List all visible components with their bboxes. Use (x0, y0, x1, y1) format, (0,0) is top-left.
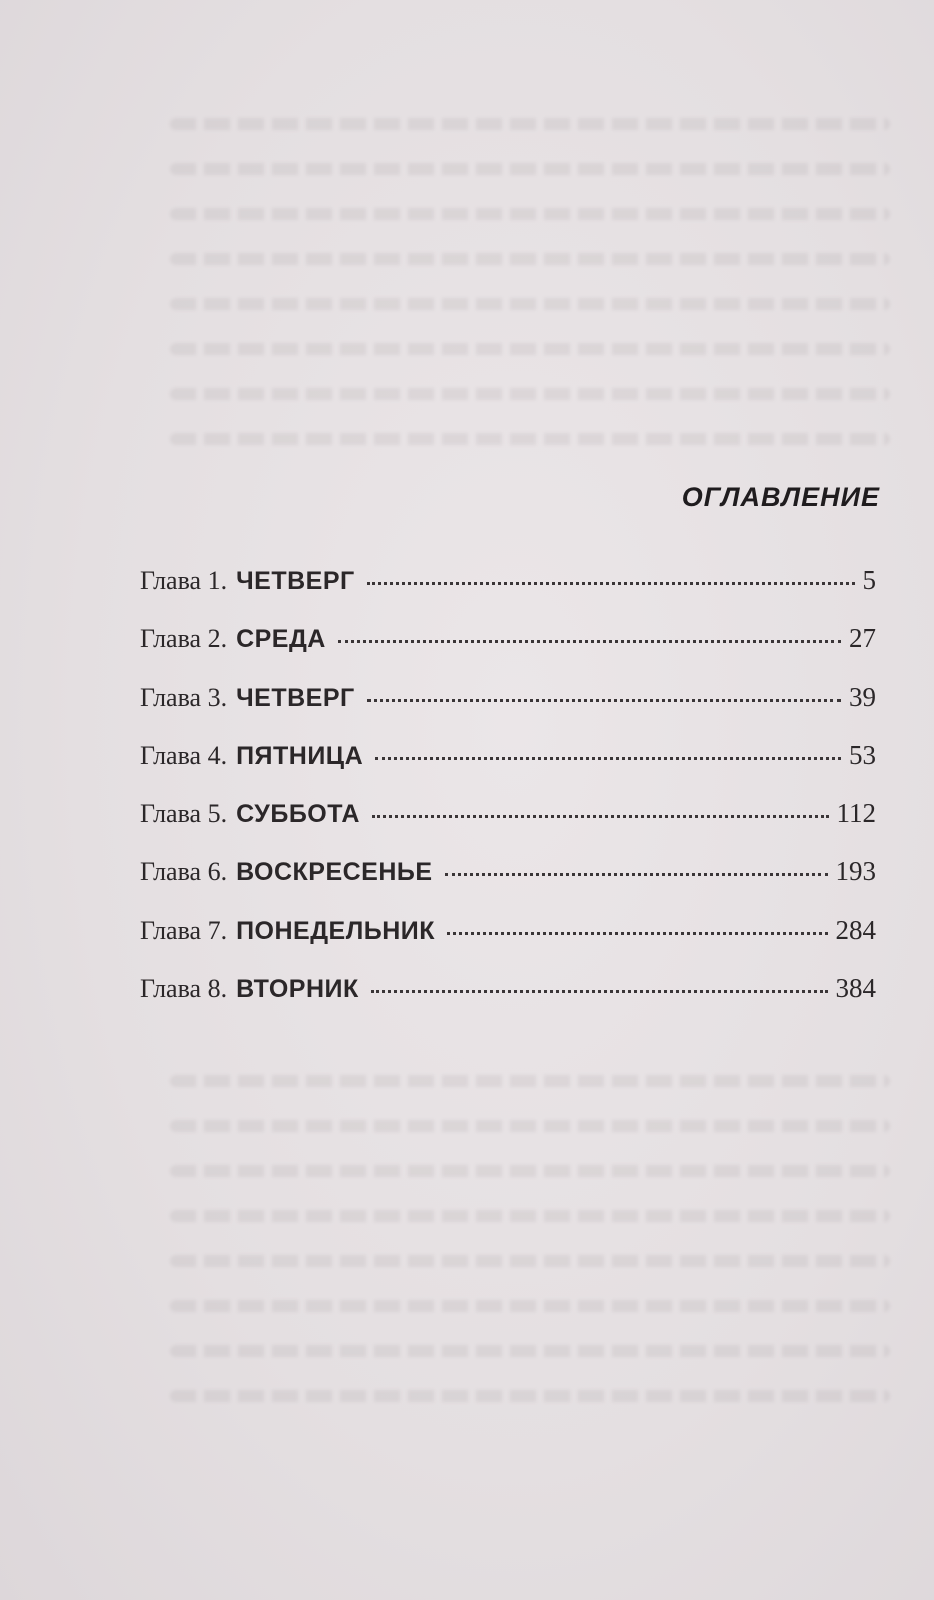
show-through-line (170, 1255, 890, 1267)
toc-chapter-title: ЧЕТВЕРГ (236, 683, 355, 712)
toc-entry-label (140, 566, 355, 596)
toc-heading: ОГЛАВЛЕНИЕ (681, 482, 880, 512)
toc-entry[interactable] (140, 973, 876, 1031)
show-through-line (170, 1165, 890, 1177)
toc-leader-dots (367, 582, 855, 585)
toc-chapter-title: СУББОТА (236, 800, 360, 829)
toc-entry[interactable] (140, 915, 876, 973)
show-through-line (170, 433, 890, 445)
toc-leader-dots (372, 815, 829, 818)
toc-leader-dots (445, 873, 828, 876)
toc-chapter-number: Глава 8. (140, 974, 228, 1004)
toc-page-number: 53 (849, 739, 876, 770)
show-through-line (170, 298, 890, 310)
toc-chapter-title: ЧЕТВЕРГ (236, 567, 355, 595)
toc-leader-dots (338, 640, 841, 643)
show-through-line (170, 343, 890, 355)
toc-page-number: 384 (835, 973, 876, 1004)
toc-page-number: 284 (835, 914, 876, 945)
show-through-line (170, 1300, 890, 1312)
show-through-line (170, 253, 890, 265)
toc-chapter-number: Глава 5. (140, 799, 228, 829)
toc-chapter-title: ВОСКРЕСЕНЬЕ (236, 858, 433, 887)
toc-page-number: 39 (849, 681, 876, 712)
toc-chapter-number: Глава 1. (140, 566, 228, 595)
toc-leader-dots (367, 699, 841, 702)
show-through-line (170, 1390, 890, 1402)
toc-page-number: 5 (862, 565, 876, 595)
toc-entry-label (140, 857, 433, 887)
show-through-line (170, 1210, 890, 1222)
show-through-line (170, 1345, 890, 1357)
toc-chapter-number: Глава 6. (140, 857, 228, 887)
toc-leader-dots (375, 757, 841, 760)
toc-entry-label (140, 799, 360, 829)
toc-leader-dots (447, 932, 828, 935)
toc-entry[interactable] (140, 565, 876, 623)
toc-chapter-number: Глава 3. (140, 682, 228, 712)
toc-entry-label (140, 974, 359, 1004)
toc-page-number: 112 (836, 798, 876, 829)
toc-entry-label (140, 916, 435, 946)
toc-entry-label (140, 741, 363, 771)
toc-entry-label (140, 624, 326, 654)
toc-entry[interactable] (140, 740, 876, 798)
toc-list (140, 565, 876, 1031)
toc-entry[interactable] (140, 856, 876, 914)
show-through-line (170, 1120, 890, 1132)
show-through-line (170, 388, 890, 400)
toc-chapter-title: СРЕДА (236, 625, 326, 654)
toc-chapter-number: Глава 7. (140, 915, 228, 945)
toc-leader-dots (371, 990, 828, 993)
toc-chapter-number: Глава 4. (140, 740, 228, 770)
show-through-line (170, 1075, 890, 1087)
show-through-line (170, 208, 890, 220)
toc-entry[interactable] (140, 623, 876, 681)
toc-page-number: 193 (835, 856, 876, 887)
toc-chapter-title: ВТОРНИК (236, 975, 359, 1004)
toc-page-number: 27 (849, 623, 876, 654)
show-through-line (170, 118, 890, 130)
toc-entry[interactable] (140, 682, 876, 740)
toc-chapter-title: ПОНЕДЕЛЬНИК (236, 916, 435, 945)
toc-entry[interactable] (140, 798, 876, 856)
toc-chapter-title: ПЯТНИЦА (236, 741, 364, 770)
show-through-line (170, 163, 890, 175)
toc-chapter-number: Глава 2. (140, 624, 228, 654)
toc-entry-label (140, 683, 355, 713)
